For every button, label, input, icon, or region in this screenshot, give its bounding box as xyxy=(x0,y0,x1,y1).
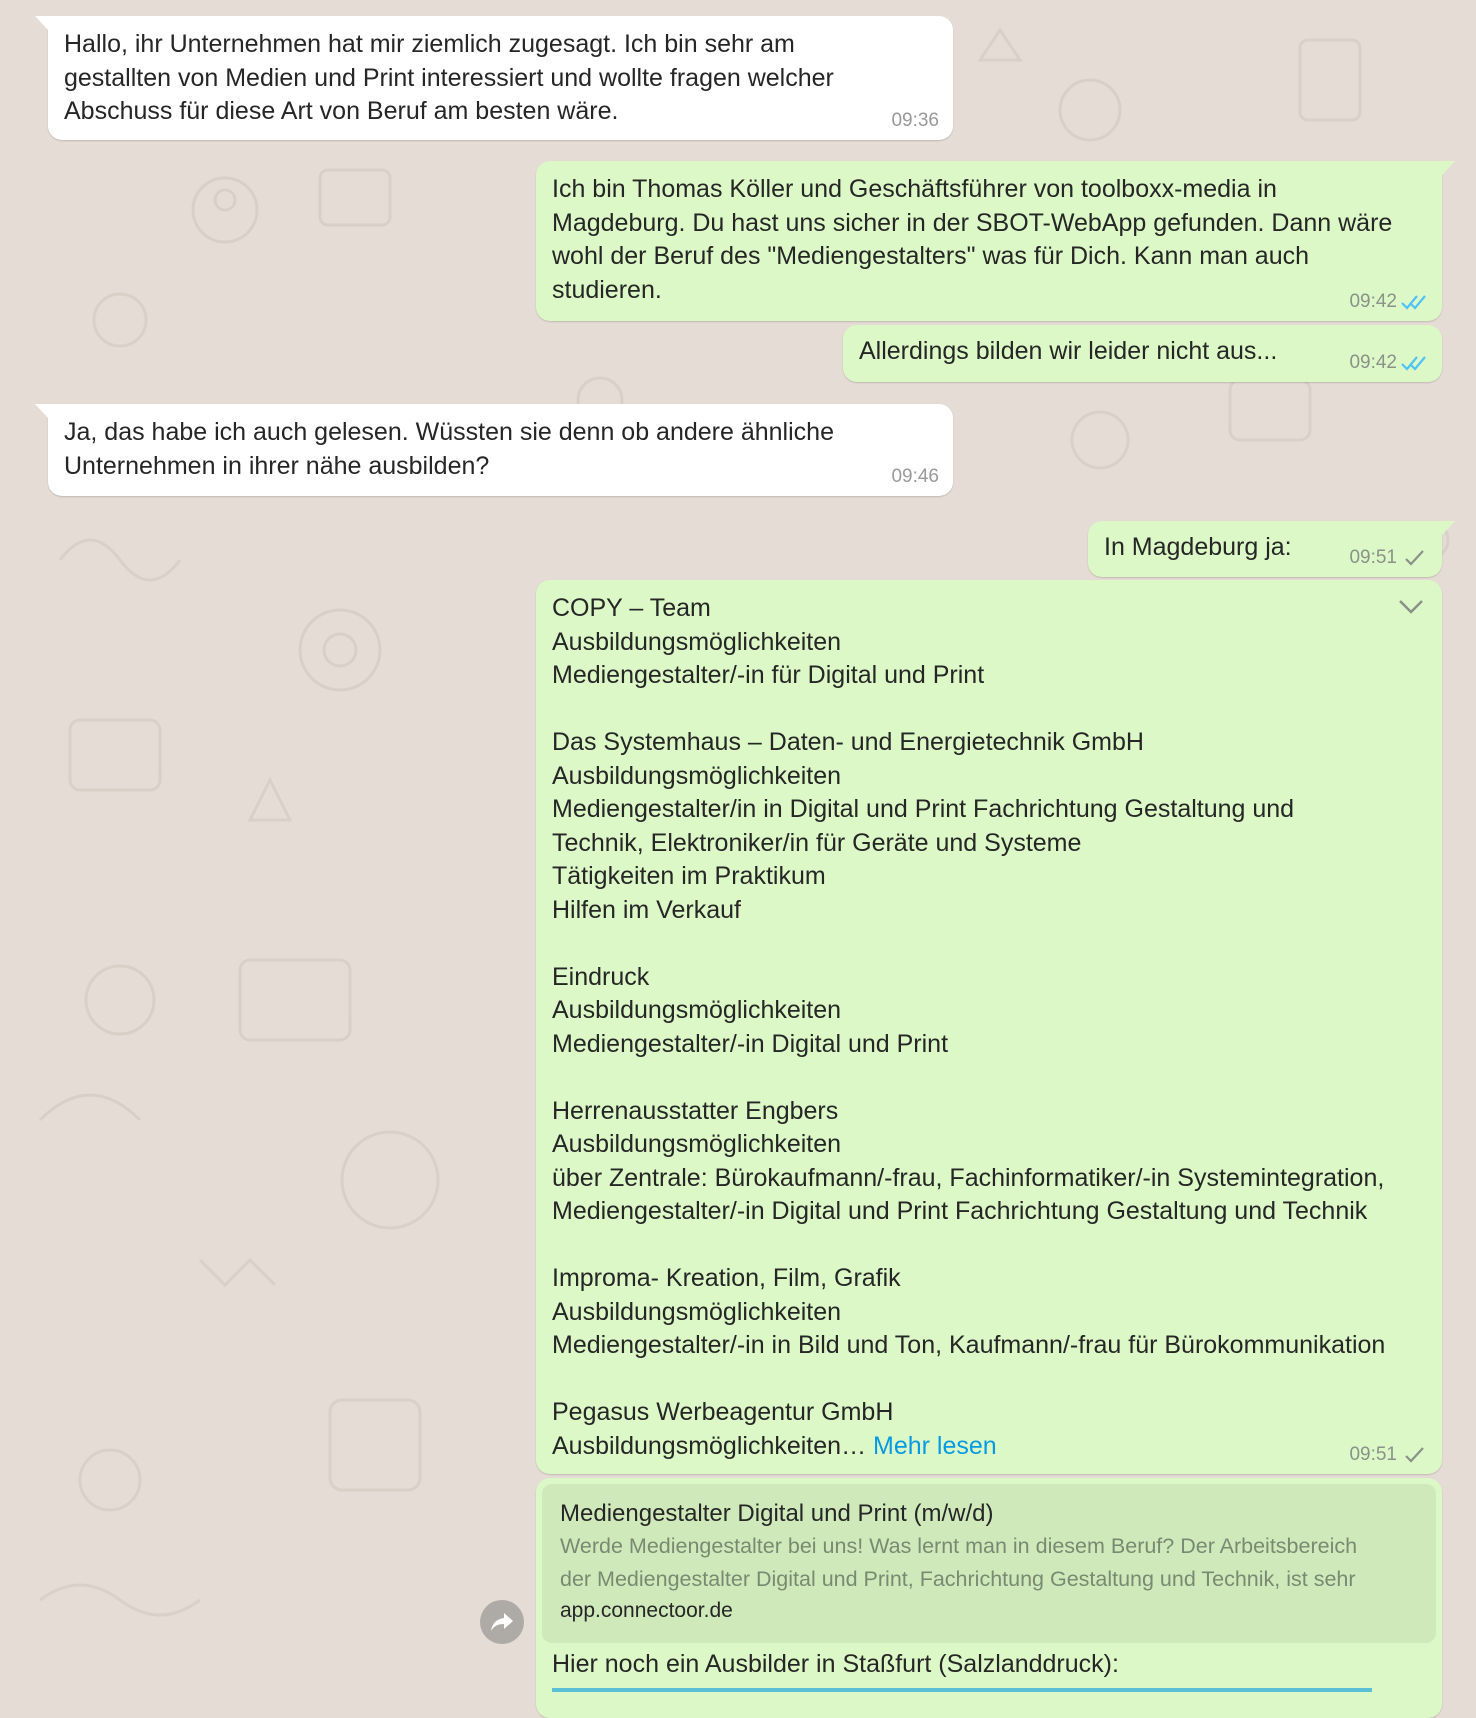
link-preview-title: Mediengestalter Digital und Print (m/w/d) xyxy=(560,1500,994,1527)
chevron-down-icon[interactable] xyxy=(1396,596,1426,616)
message-outgoing[interactable] xyxy=(536,580,1442,1474)
message-time: 09:46 xyxy=(891,466,939,487)
message-text: Ja, das habe ich auch gelesen. Wüssten sie denn ob andere ähnliche Unternehmen in ihrer nähe ausbilden? xyxy=(64,418,834,480)
single-check-icon xyxy=(1401,550,1428,566)
message-meta xyxy=(1349,548,1428,568)
message-text: Ich bin Thomas Köller und Geschäftsführer von toolboxx-media in Magdeburg. Du hast uns sicher in der SBOT-WebApp gefunden. Dann wäre wohl der Beruf des "Mediengestalters" was für Dich. Kann man auch studieren. xyxy=(552,175,1393,304)
message-outgoing[interactable] xyxy=(1088,521,1442,577)
double-check-icon xyxy=(1401,355,1428,371)
message-text: Hier noch ein Ausbilder in Staßfurt (Salzlanddruck): xyxy=(552,1650,1119,1678)
double-check-icon xyxy=(1401,294,1428,310)
message-meta xyxy=(891,111,939,131)
message-outgoing[interactable] xyxy=(843,325,1442,382)
link-underline[interactable] xyxy=(552,1688,1372,1692)
message-incoming[interactable] xyxy=(48,16,953,140)
link-preview-domain: app.connectoor.de xyxy=(560,1599,733,1622)
message-time: 09:51 xyxy=(1349,547,1397,568)
message-meta xyxy=(1349,353,1428,373)
message-text: Hallo, ihr Unternehmen hat mir ziemlich zugesagt. Ich bin sehr am gestallten von Medien und Print interessiert und wollte fragen welcher Abschuss für diese Art von Beruf am besten wäre. xyxy=(64,30,834,125)
message-time: 09:42 xyxy=(1349,291,1397,312)
read-more-link[interactable]: Mehr lesen xyxy=(873,1431,997,1460)
message-time: 09:42 xyxy=(1349,352,1397,373)
message-meta xyxy=(1349,292,1428,312)
message-outgoing[interactable] xyxy=(536,161,1442,321)
message-incoming[interactable] xyxy=(48,404,953,496)
message-body: COPY – Team Ausbildungsmöglichkeiten Mediengestalter/-in für Digital und Print Das Systemhaus – Daten- und Energietechnik GmbH Ausbildungsmöglichkeiten Mediengestalter/in in Digital und Print Fachrichtung Gestaltung und Technik, Elektroniker/in für Geräte und Systeme Tätigkeiten im Praktikum Hilfen im Verkauf Eindruck Ausbildungsmöglichkeiten Mediengestalter/-in Digital und Print Herrenausstatter Engbers Ausbildungsmöglichkeiten über Zentrale: Bürokaufmann/-frau, Fachinformatiker/-in Systemintegration, Mediengestalter/-in Digital und Print Fachrichtung Gestaltung und Technik Improma- Kreation, Film, Grafik Ausbildungsmöglichkeiten Mediengestalter/-in in Bild und Ton, Kaufmann/-frau für Bürokommunikation Pegasus Werbeagentur GmbH Ausbildungsmöglichkeiten… xyxy=(552,594,1386,1460)
message-meta xyxy=(891,467,939,487)
message-time: 09:36 xyxy=(891,110,939,131)
single-check-icon xyxy=(1401,1447,1428,1463)
link-preview-card[interactable] xyxy=(542,1484,1436,1643)
forward-icon xyxy=(489,1611,515,1633)
message-meta xyxy=(1349,1445,1428,1465)
link-preview-description: Werde Mediengestalter bei uns! Was lernt man in diesem Beruf? Der Arbeitsbereich der Mediengestalter Digital und Print, Fachrichtung Gestaltung und Technik, ist sehr xyxy=(560,1534,1358,1591)
message-text: In Magdeburg ja: xyxy=(1104,533,1292,561)
message-text xyxy=(552,592,1426,1463)
forward-button[interactable] xyxy=(480,1600,524,1644)
message-text: Allerdings bilden wir leider nicht aus... xyxy=(859,337,1278,365)
message-time: 09:51 xyxy=(1349,1444,1397,1465)
